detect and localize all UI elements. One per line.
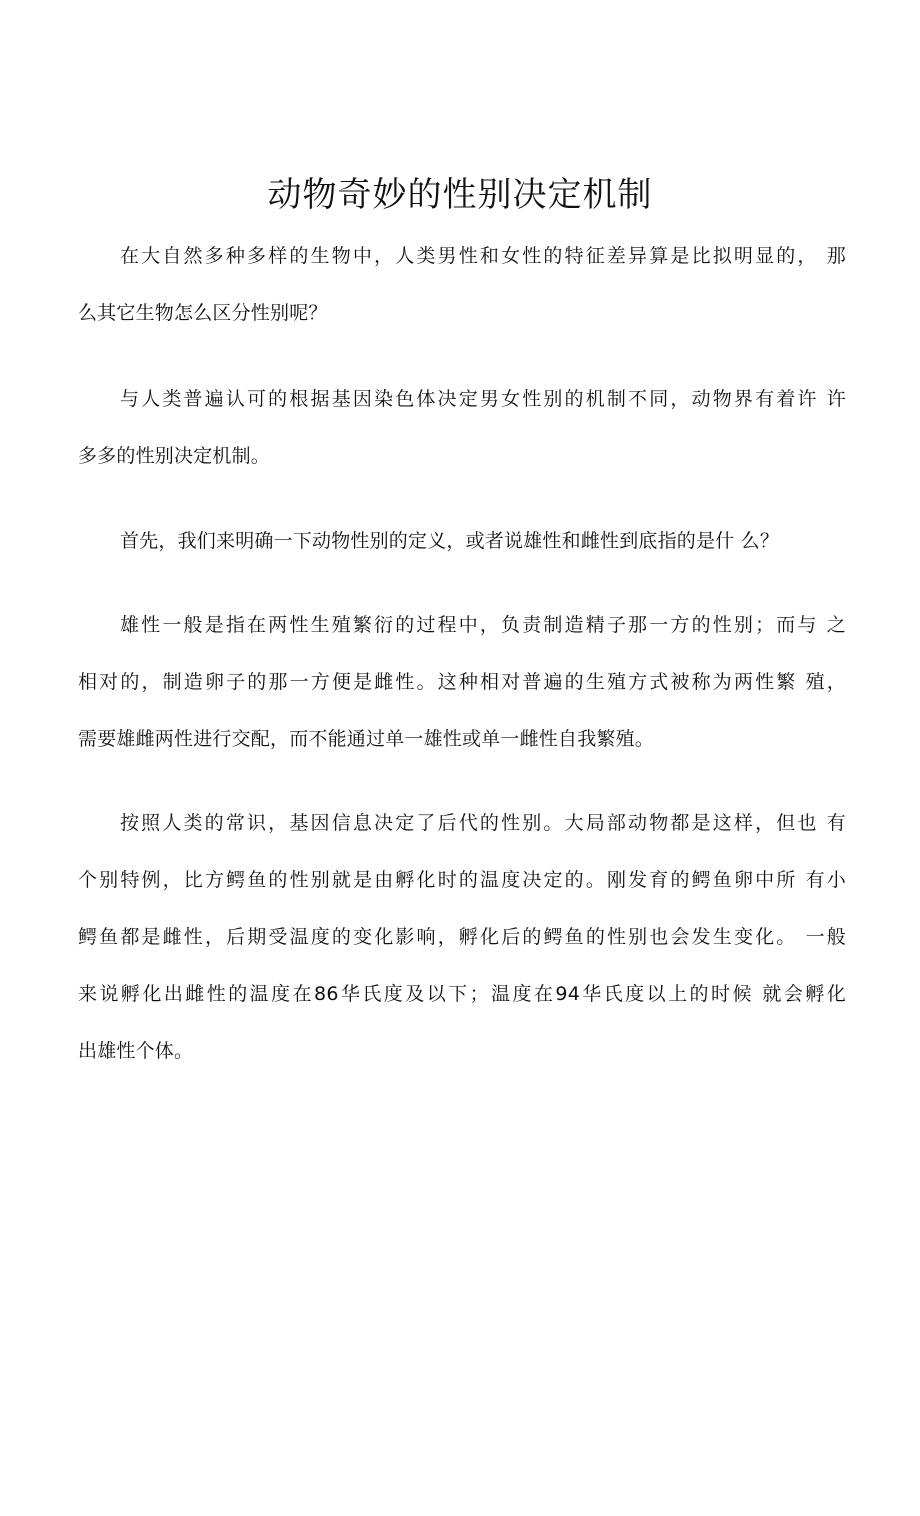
paragraph-line: 按照人类的常识，基因信息决定了后代的性别。大局部动物都是这样，但也 有 bbox=[120, 812, 846, 834]
paragraph-line: 在大自然多种多样的生物中，人类男性和女性的特征差异算是比拟明显的， 那 bbox=[120, 245, 846, 267]
paragraph-line: 鳄鱼都是雌性，后期受温度的变化影响，孵化后的鳄鱼的性别也会发生变化。 一般 bbox=[78, 926, 846, 948]
paragraph-line: 个别特例，比方鳄鱼的性别就是由孵化时的温度决定的。刚发育的鳄鱼卵中所 有小 bbox=[78, 869, 846, 891]
paragraph-line: 首先，我们来明确一下动物性别的定义，或者说雄性和雌性到底指的是什 么？ bbox=[120, 530, 780, 552]
paragraph-line: 出雄性个体。 bbox=[78, 1040, 194, 1062]
paragraph-line: 相对的，制造卵子的那一方便是雌性。这种相对普遍的生殖方式被称为两性繁 殖， bbox=[78, 671, 846, 693]
paragraph-line: 多多的性别决定机制。 bbox=[78, 445, 271, 467]
paragraph-line: 与人类普遍认可的根据基因染色体决定男女性别的机制不同，动物界有着许 许 bbox=[120, 388, 846, 410]
paragraph-line: 么其它生物怎么区分性别呢？ bbox=[78, 302, 328, 324]
paragraph-4 bbox=[78, 597, 846, 768]
paragraph-1 bbox=[78, 228, 846, 342]
paragraph-line: 需要雄雌两性进行交配，而不能通过单一雄性或单一雌性自我繁殖。 bbox=[78, 728, 655, 750]
paragraph-line: 来说孵化出雌性的温度在86华氏度及以下；温度在94华氏度以上的时候 就会孵化 bbox=[78, 983, 846, 1005]
document-title: 动物奇妙的性别决定机制 bbox=[267, 175, 653, 215]
paragraph-2 bbox=[78, 371, 846, 485]
paragraph-3 bbox=[78, 513, 846, 570]
paragraph-5 bbox=[78, 795, 846, 1080]
paragraph-line: 雄性一般是指在两性生殖繁衍的过程中，负责制造精子那一方的性别；而与 之 bbox=[120, 614, 846, 636]
